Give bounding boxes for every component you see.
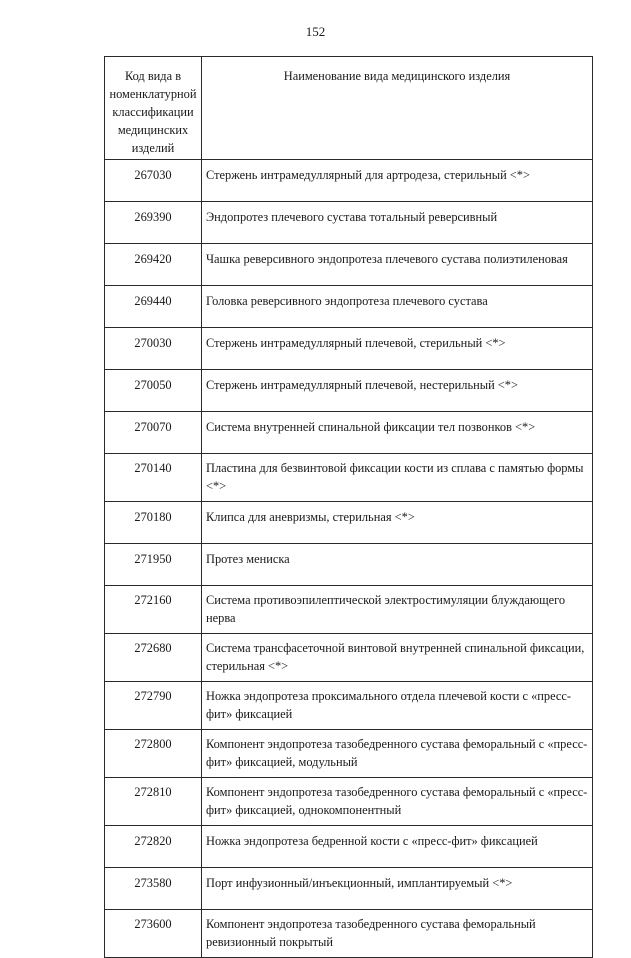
row-name: Пластина для безвинтовой фиксации кости из сплава с памятью формы <*> [202,454,593,502]
row-code: 269440 [105,286,202,328]
table-row [105,544,593,586]
row-code: 270180 [105,502,202,544]
row-code: 273580 [105,868,202,910]
row-name: Стержень интрамедуллярный для артродеза, стерильный <*> [202,160,593,202]
row-code: 273600 [105,910,202,958]
row-code: 269420 [105,244,202,286]
table-row [105,244,593,286]
row-code: 272680 [105,634,202,682]
table-header-row [105,57,593,160]
row-code: 272160 [105,586,202,634]
table-row [105,412,593,454]
row-code: 270050 [105,370,202,412]
row-code: 272800 [105,730,202,778]
row-name: Компонент эндопротеза тазобедренного сустава феморальный с «пресс-фит» фиксацией, однокомпонентный [202,778,593,826]
table-row [105,286,593,328]
row-name: Протез мениска [202,544,593,586]
table-row [105,634,593,682]
row-name: Система противоэпилептической электростимуляции блуждающего нерва [202,586,593,634]
row-name: Стержень интрамедуллярный плечевой, стерильный <*> [202,328,593,370]
table-row [105,502,593,544]
table-row [105,586,593,634]
table-row [105,202,593,244]
row-name: Ножка эндопротеза проксимального отдела плечевой кости с «пресс-фит» фиксацией [202,682,593,730]
table-row [105,682,593,730]
row-name: Система трансфасеточной винтовой внутренней спинальной фиксации, стерильная <*> [202,634,593,682]
table-row [105,778,593,826]
row-name: Система внутренней спинальной фиксации тел позвонков <*> [202,412,593,454]
row-code: 270070 [105,412,202,454]
row-name: Чашка реверсивного эндопротеза плечевого сустава полиэтиленовая [202,244,593,286]
row-code: 270140 [105,454,202,502]
row-name: Стержень интрамедуллярный плечевой, нестерильный <*> [202,370,593,412]
row-name: Эндопротез плечевого сустава тотальный реверсивный [202,202,593,244]
page-number: 152 [305,24,326,39]
row-code: 272790 [105,682,202,730]
row-name: Порт инфузионный/инъекционный, имплантируемый <*> [202,868,593,910]
table-row [105,160,593,202]
row-name: Компонент эндопротеза тазобедренного сустава феморальный ревизионный покрытый [202,910,593,958]
table-row [105,454,593,502]
medical-device-table [104,56,593,958]
table-row [105,328,593,370]
table-row [105,730,593,778]
row-name: Ножка эндопротеза бедренной кости с «пресс-фит» фиксацией [202,826,593,868]
row-code: 270030 [105,328,202,370]
row-code: 269390 [105,202,202,244]
header-code: Код вида в номенклатурной классификации медицинских изделий [105,57,202,160]
table-row [105,868,593,910]
table-row [105,826,593,868]
row-code: 271950 [105,544,202,586]
row-code: 267030 [105,160,202,202]
header-name: Наименование вида медицинского изделия [202,57,593,160]
row-code: 272820 [105,826,202,868]
row-name: Головка реверсивного эндопротеза плечевого сустава [202,286,593,328]
table-row [105,370,593,412]
row-name: Компонент эндопротеза тазобедренного сустава феморальный с «пресс-фит» фиксацией, модульный [202,730,593,778]
table-body [105,160,593,958]
row-name: Клипса для аневризмы, стерильная <*> [202,502,593,544]
row-code: 272810 [105,778,202,826]
table-row [105,910,593,958]
